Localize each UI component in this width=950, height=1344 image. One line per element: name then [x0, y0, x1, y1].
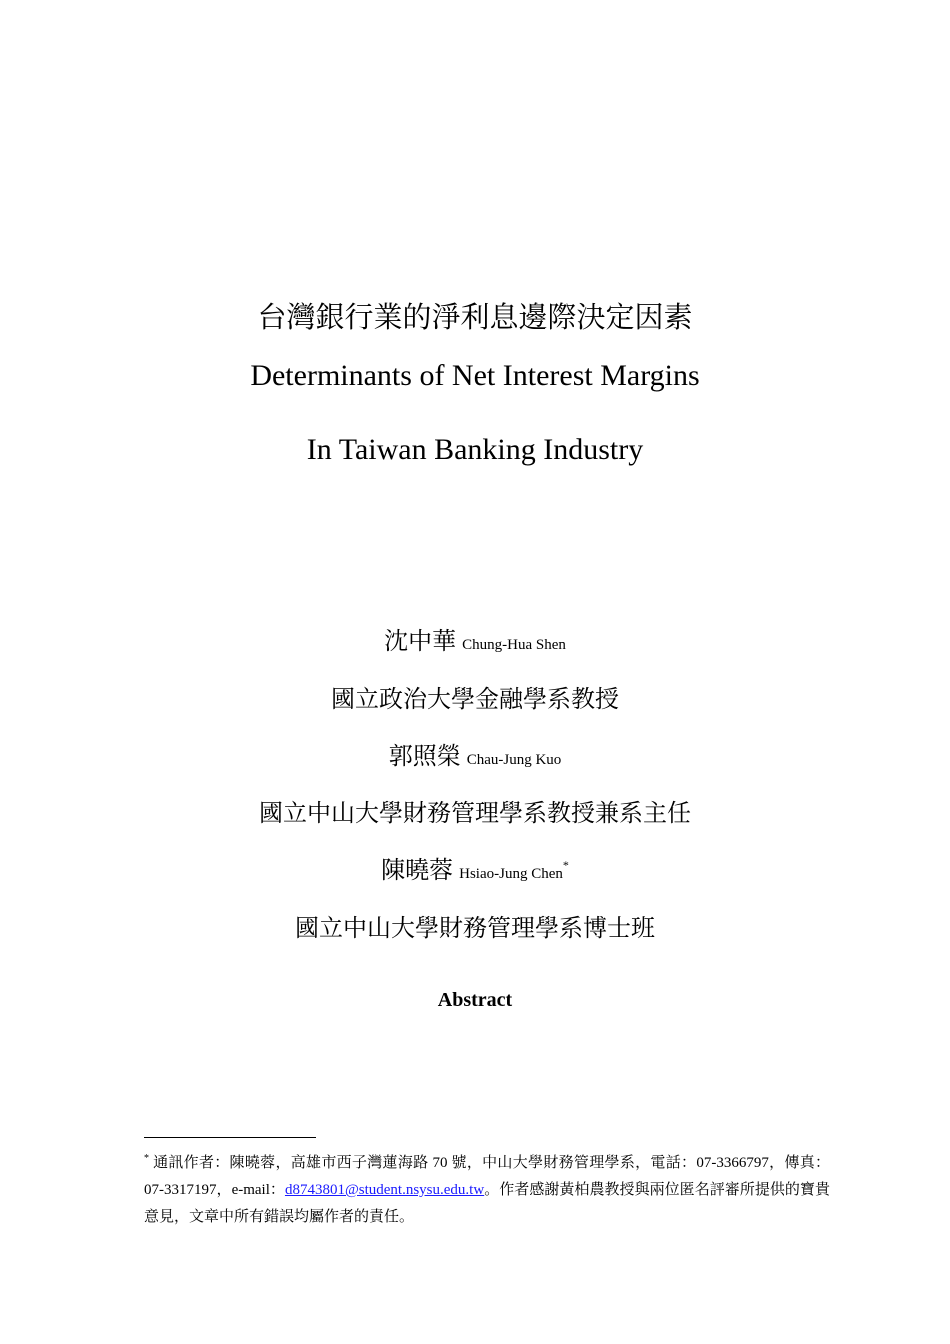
author-1 — [0, 626, 950, 661]
author-2-name-zh: 郭照榮 — [388, 744, 461, 770]
footnote-separator — [144, 1137, 316, 1138]
corresponding-author-mark: * — [562, 858, 569, 872]
abstract-heading: Abstract — [437, 989, 513, 1011]
author-3-name-en: Hsiao-Jung Chen — [459, 866, 563, 882]
footnote — [144, 1150, 830, 1231]
author-2-affiliation: 國立中山大學財務管理學系教授兼系主任 — [259, 801, 691, 827]
author-2 — [0, 741, 950, 776]
author-2-name-en: Chau-Jung Kuo — [466, 752, 562, 768]
author-1-name-en: Chung-Hua Shen — [462, 637, 566, 653]
author-3 — [0, 855, 950, 890]
email-link[interactable]: d8743801@student.nsysu.edu.tw — [284, 1182, 485, 1198]
footnote-text-before: 通訊作者：陳曉蓉，高雄市西子灣蓮海路 70 號，中山大學財務管理學系，電話：07-3366797，傳真：07-3317197，e-mail： — [144, 1155, 831, 1198]
author-1-name-zh: 沈中華 — [384, 629, 457, 655]
paper-title-english-line1: Determinants of Net Interest Margins — [250, 359, 700, 392]
paper-title-english-line2: In Taiwan Banking Industry — [306, 433, 644, 466]
footnote-text-after: 。作者感謝黃柏農教授與兩位匿名評審所提供的寶貴意見，文章中所有錯誤均屬作者的責任。 — [144, 1182, 830, 1225]
author-1-affiliation: 國立政治大學金融學系教授 — [331, 687, 619, 713]
paper-title-chinese: 台灣銀行業的淨利息邊際決定因素 — [257, 302, 693, 334]
footnote-mark: * — [144, 1153, 149, 1164]
author-3-affiliation: 國立中山大學財務管理學系博士班 — [295, 916, 655, 942]
author-3-name-zh: 陳曉蓉 — [381, 858, 454, 884]
